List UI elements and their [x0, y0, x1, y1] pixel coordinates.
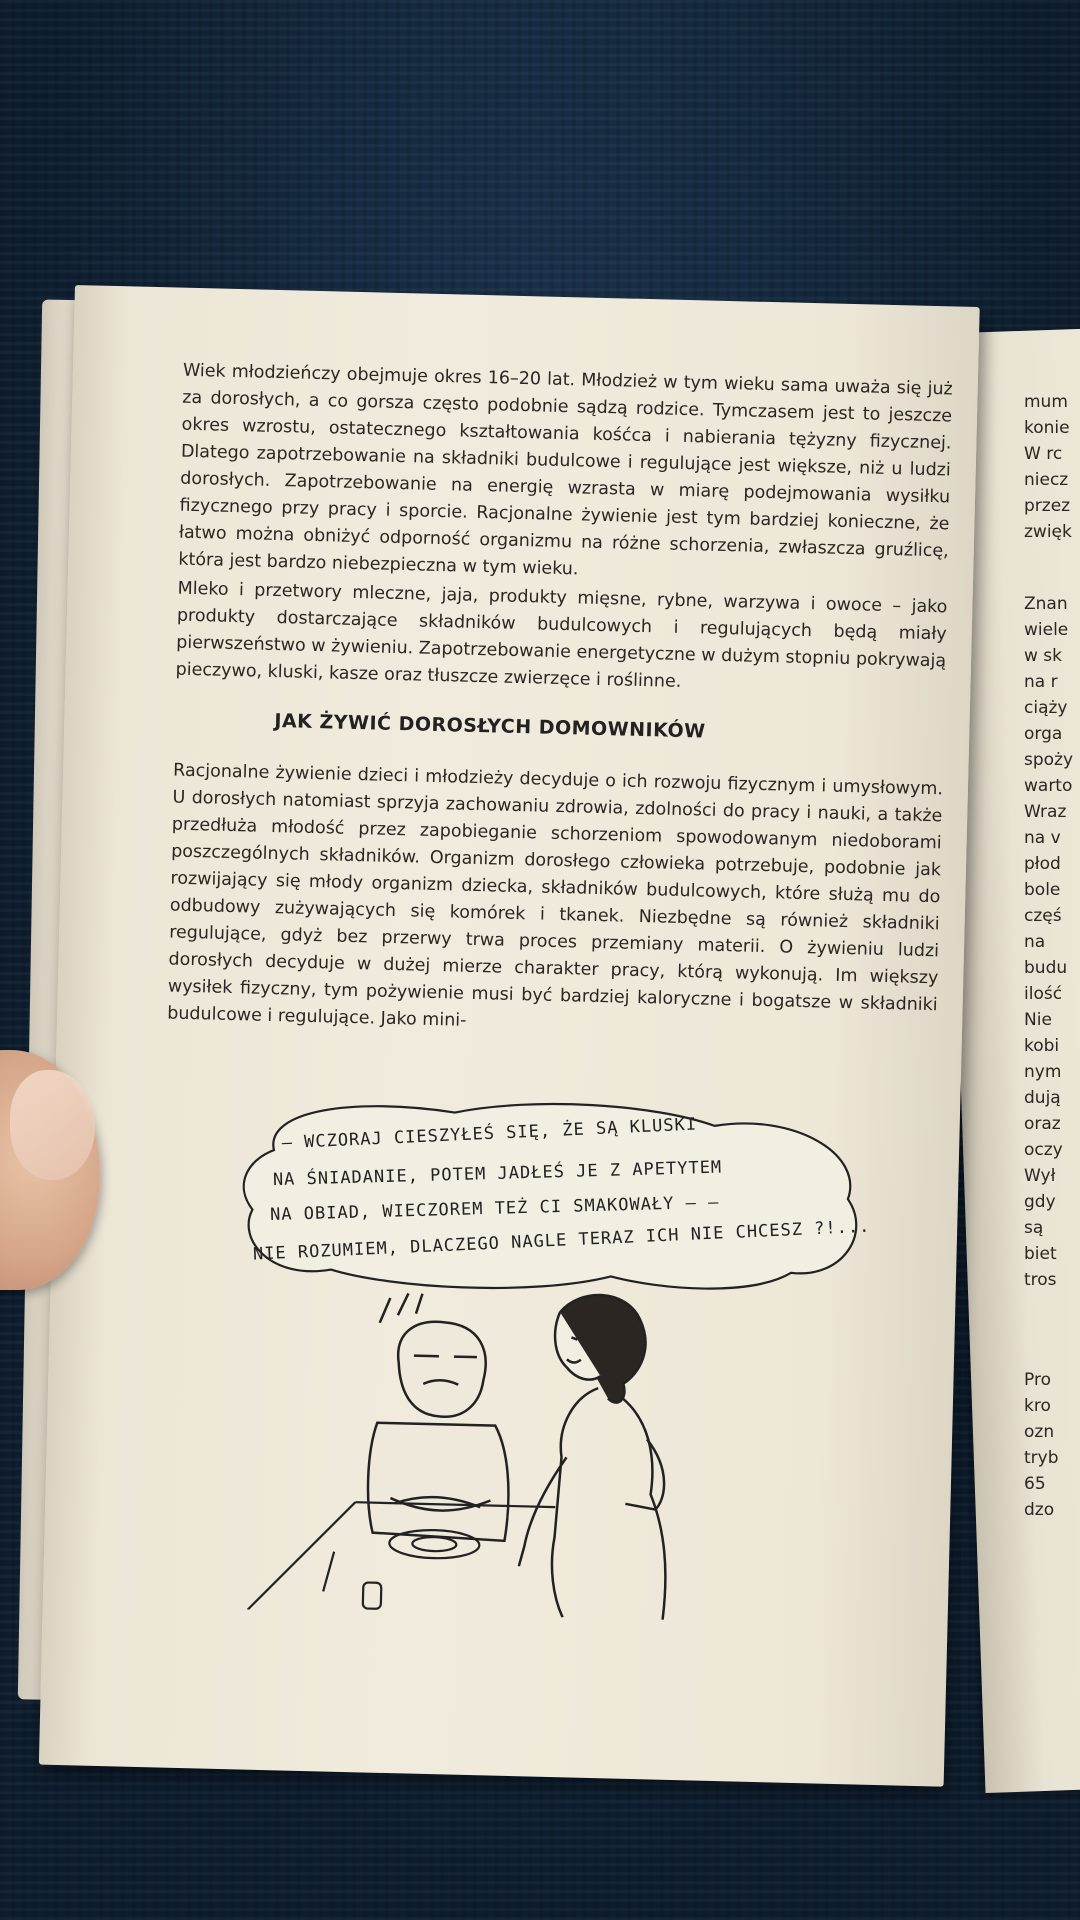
right-fragment: przez [1024, 496, 1071, 516]
right-fragment: tros [1024, 1270, 1057, 1290]
right-fragment: Znan [1024, 594, 1068, 614]
right-fragment: 65 [1024, 1474, 1046, 1494]
right-fragment: tryb [1024, 1448, 1059, 1468]
right-fragment: W rc [1024, 444, 1063, 464]
right-fragment: dują [1024, 1088, 1061, 1108]
right-fragment: bole [1024, 880, 1061, 900]
adults-section [167, 758, 943, 1047]
right-fragment: mum [1024, 392, 1068, 412]
right-fragment: na v [1024, 828, 1061, 848]
right-fragment: niecz [1024, 470, 1069, 490]
right-fragment: w sk [1024, 646, 1063, 666]
right-fragment: Pro [1024, 1370, 1051, 1390]
right-fragment: Nie [1024, 1010, 1052, 1030]
section-heading: JAK ŻYWIĆ DOROSŁYCH DOMOWNIKÓW [274, 710, 706, 743]
paragraph-youth: Wiek młodzieńczy obejmuje okres 16–20 lat. Młodzież w tym wieku sama uważa się już za dorosłych, a co gorsza często podobnie sądzą rodzice. Tymczasem jest to jeszcze okres wzrostu, ostatecznego kształtowania kośćca i nabierania tężyzny fizycznej. Dlatego zapotrzebowanie na składniki budulcowe i regulujące jest większe, niż u ludzi dorosłych. Zapotrzebowanie na energię wzrasta w miarę podejmowania wysiłku fizycznego przy pracy i sporcie. Racjonalne żywienie jest tym bardziej konieczne, że łatwo można obniżyć odporność organizmu na różne schorzenia, zwłaszcza gruźlicę, która jest bardzo niebezpieczna w tym wieku. [178, 360, 953, 580]
right-fragment: kro [1024, 1396, 1051, 1416]
right-fragment: Wył [1024, 1166, 1056, 1186]
right-fragment: na [1024, 932, 1046, 952]
speech-line-2: NA ŚNIADANIE, POTEM JADŁEŚ JE Z APETYTEM [272, 1157, 723, 1191]
speech-line-4: NIE ROZUMIEM, DLACZEGO NAGLE TERAZ ICH NIE CHCESZ ?!... [252, 1216, 871, 1265]
right-fragment: gdy [1024, 1192, 1056, 1212]
cartoon-illustration [223, 1089, 876, 1624]
right-fragment: płod [1024, 854, 1061, 874]
right-fragment: Wraz [1024, 802, 1067, 822]
paragraph-milk: Mleko i przetwory mleczne, jaja, produkty mięsne, rybne, warzywa i owoce – jako produkty dostarczające składników budulcowych i regulujących będą miały pierwszeństwo w żywieniu. Zapotrzebowanie energetyczne w dużym stopniu pokrywają pieczywo, kluski, kasze oraz tłuszcze zwierzęce i roślinne. [175, 578, 948, 692]
left-page [39, 285, 980, 1787]
thumb-nail [10, 1070, 95, 1180]
paragraph-adults: Racjonalne żywienie dzieci i młodzieży decyduje o ich rozwoju fizycznym i umysłowym. U dorosłych natomiast sprzyja zachowaniu zdrowia, zdolności do pracy i nauki, a także przedłuża młodość przez zapobieganie schorzeniom spowodowanym niedoborami poszczególnych składników. Organizm dorosłego człowieka potrzebuje, podobnie jak rozwijający się młody organizm dziecka, składników budulcowych, które służą mu do odbudowy zużywających się komórek i tkanek. Niezbędne są również składniki regulujące, gdyż bez przerwy trwa proces przemiany materii. O żywieniu ludzi dorosłych decyduje w dużej mierze charakter pracy, którą wykonują. Im większy wysiłek fizyczny, tym pożywienie musi być bardziej kaloryczne i bogatsze w składniki budulcowe i regulujące. Jako mini- [166, 760, 944, 1031]
right-fragment: nym [1024, 1062, 1062, 1082]
right-fragment: ilość [1024, 984, 1063, 1004]
right-fragment: wiele [1024, 620, 1069, 640]
right-fragment: oczy [1024, 1140, 1063, 1160]
right-fragment: ozn [1024, 1422, 1055, 1442]
woman-figure [518, 1293, 673, 1620]
right-fragment: oraz [1024, 1114, 1061, 1134]
right-fragment: warto [1024, 776, 1073, 796]
right-fragment: spoży [1024, 750, 1074, 770]
right-fragment: częś [1024, 906, 1062, 926]
speech-line-3: NA OBIAD, WIECZOREM TEŻ CI SMAKOWAŁY – – [269, 1192, 720, 1226]
right-fragment: konie [1024, 418, 1070, 438]
right-fragment: orga [1024, 724, 1063, 744]
right-fragment: są [1024, 1218, 1044, 1238]
right-fragment: zwięk [1024, 522, 1072, 542]
intro-section [175, 358, 953, 703]
right-fragment: dzo [1024, 1500, 1055, 1520]
right-fragment: na r [1024, 672, 1058, 692]
right-fragment: kobi [1024, 1036, 1060, 1056]
right-fragment: biet [1024, 1244, 1057, 1264]
right-fragment: budu [1024, 958, 1068, 978]
speech-line-1: – WCZORAJ CIESZYŁEŚ SIĘ, ŻE SĄ KLUSKI [281, 1114, 698, 1154]
right-fragment: ciąży [1024, 698, 1068, 718]
